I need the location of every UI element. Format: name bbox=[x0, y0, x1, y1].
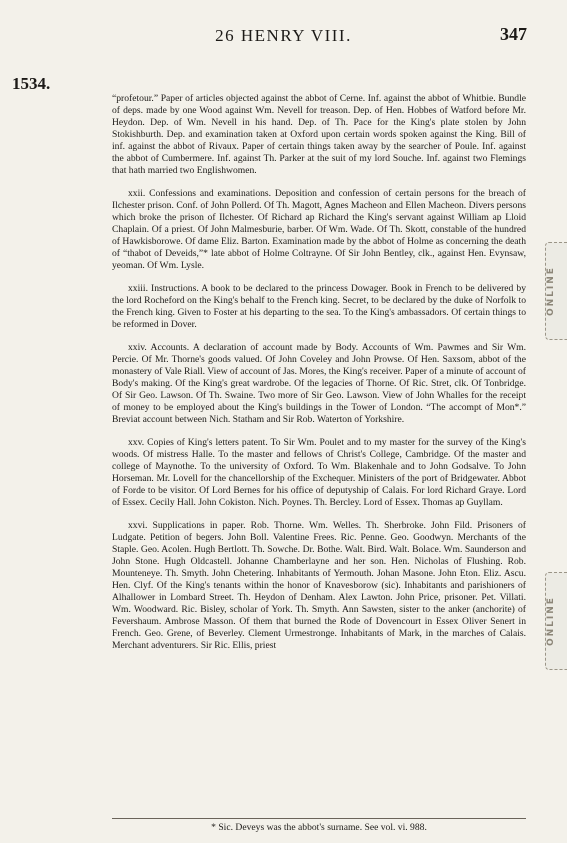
paragraph-xxv-letters-patent: xxv. Copies of King's letters patent. To Sir Wm. Poulet and to my master for the survey of the King's woods. Of mistress Halle. To the master and fellows of Christ's College, Cambridge. Of the master and college of Maynothe. To the university of Oxford. To Wm. Blakenhale and to John Godsalve. To John Horseman. Mr. Lovell for the chancellorship of the Exchequer. Ministers of the port of Bridgewater. Abbot of Forde to be visitor. Of Lord Bernes for his office of deputyship of Calais. For lord Richard Graye. Lord of Essex. Cecily Hall. John Cokiston. Nich. Poynes. Th. Bercley. Lord of Essex. Thomas ap Guyllam. bbox=[112, 437, 526, 508]
running-head bbox=[0, 22, 567, 46]
stamp-label: ONLINE bbox=[546, 266, 556, 316]
online-watermark-stamp bbox=[545, 572, 567, 670]
paragraph-xxiv-accounts: xxiv. Accounts. A declaration of account made by Body. Accounts of Wm. Pawmes and Sir Wm. Percie. Of Mr. Thorne's goods valued. Of John Coveley and John Prowse. Of Hen. Saxsom, abbot of the monastery of Vale Riall. View of account of Jas. Mores, the King's receiver. Paper of a minute of account of Body's making. Of the King's great wardrobe. Of the legacies of Thorne. Of Ric. Stret, clk. Of Tonbridge. Of Sir Geo. Lawson. Of Th. Swaine. Two more of Sir Geo. Lawson. View of John Whalles for the receipt of money to be employed about the King's buildings in the Tower of London. “The accompt of Mon*.” Breviat account between Nich. Statham and Sir Rob. Waterton of Yorkshire. bbox=[112, 342, 527, 425]
paragraph-xxvi-supplications: xxvi. Supplications in paper. Rob. Thorne. Wm. Welles. Th. Sherbroke. John Fild. Prisoners of Ludgate. Petition of begers. John Boll. Valentine Frees. Ric. Penne. Geo. Goodwyn. Merchants of the Staple. Geo. Acolen. Hugh Bertlott. Th. Sowche. Dr. Bothe. Walt. Bird. Walt. Bolace. Wm. Saunderson and John Stone. Hugh Oldcastell. Johanne Chamberlayne and her son. Hen. Nicholas of Flushing. Rob. Mounteneye. Th. Smyth. John Chetering. Inhabitants of Yermouth. Johan Masone. John Eton. Eliz. Ascu. Hen. Clyf. Of the King's tenants within the honor of Knavesborow (sic). Inhabitants and parishioners of Alhallower in Lombard Street. Th. Heydon of Denham. Alex Lawton. John Price, prisoner. Pet. Villati. Wm. Woodward. Ric. Bisley, scholar of York. Th. Smyth. Ann Sawsten, sister to the anker (anchorite) of Fevershaum. Ambrose Masson. Of them that burned the Rode of Dovencourt in Essex Oliver Senert in French. Geo. Grene, of Beverley. Clement Urmestronge. Inhabitants of Mark, in the marches of Calais. Merchant adventurers. Sir Ric. Ellis, priest bbox=[112, 520, 526, 651]
paragraph-xxiii-instructions: xxiii. Instructions. A book to be declared to the princess Dowager. Book in French to be delivered by the lord Rocheford on the King's behalf to the French king. Secret, to be declared by the duke of Norfolk to the French king. Given to Foster at his departing to the sea. To the King's ambassadors. Of certain things to be reformed in Dover. bbox=[112, 283, 526, 330]
footnote-rule bbox=[112, 818, 526, 819]
online-watermark-stamp bbox=[545, 242, 567, 340]
paragraph-continuation: “profetour.” Paper of articles objected against the abbot of Cerne. Inf. against the abbot of Whitbie. Bundle of deps. made by one Wood against Wm. Nevell for treason. Dep. of Hen. Hobbes of Watford before Mr. Heydon. Dep. of Wm. Nevell in his hand. Dep. of Th. Pace for the King's plate stolen by John Stokishburth. Dep. and examination taken at Oxford upon certain words spoken against the King. Bill of inf. against the abbot of Rivaux. Paper of certain things taken away by the searcher of Poule. Inf. against the abbot of Cumbermere. Inf. against Th. Parker at the suit of my lord Souche. Inf. against two Flemings that hath married two Englishwomen. bbox=[112, 93, 526, 176]
footnote: * Sic. Deveys was the abbot's surname. See vol. vi. 988. bbox=[211, 822, 427, 833]
paragraph-xxii-confessions: xxii. Confessions and examinations. Deposition and confession of certain persons for the breach of Ilchester prison. Conf. of John Pollerd. Of Th. Magott, Agnes Macheon and Ellen Macheon. Divers persons which broke the prison of Ilchester. Of Richard ap Richard the King's servant against William ap Lloid Chaplain. Of a priest. Of John Malmesburie, barber. Of Wm. Wade. Of Th. Skott, constable of the hundred of Hawkisborowe. Of dame Eliz. Barton. Examination made by the abbot of Holme as concerning the death of “thabot of Deveids,”* late abbot of Holme Coltrayne. Of Sir John Bentley, clk., against Hen. Evynsaw, yeoman. Of Wm. Lysle. bbox=[112, 188, 526, 271]
stamp-label: ONLINE bbox=[546, 596, 556, 646]
year-marginal: 1534. bbox=[12, 74, 51, 93]
page-number: 347 bbox=[500, 24, 527, 44]
body-text bbox=[112, 93, 526, 663]
running-title: 26 HENRY VIII. bbox=[215, 26, 352, 45]
